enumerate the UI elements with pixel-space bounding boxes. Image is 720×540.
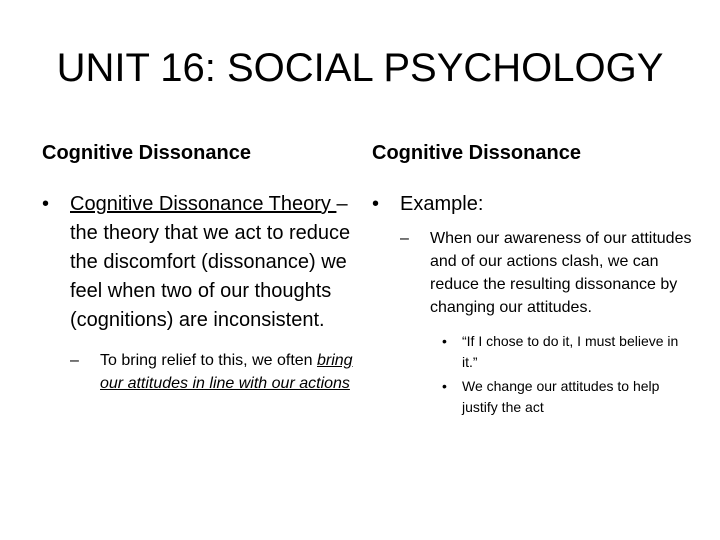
sub-bullet-emphasis: bring our attitudes in line with our actions [100, 352, 353, 392]
sub-bullet-text: When our awareness of our attitudes and of our actions clash, we can reduce the resulting dissonance by changing our attitudes. [430, 230, 692, 316]
bullet-marker: • [442, 378, 447, 394]
right-column [372, 140, 692, 418]
right-l3-bullet [372, 331, 692, 373]
right-bullet [372, 190, 692, 219]
right-column-heading: Cognitive Dissonance [372, 142, 581, 164]
left-bullet [42, 190, 362, 335]
left-sub-bullet [42, 349, 362, 395]
dash-marker: – [400, 230, 409, 247]
slide-title: UNIT 16: SOCIAL PSYCHOLOGY [56, 46, 664, 90]
dash-marker: – [70, 352, 79, 369]
term-cognitive-dissonance-theory: Cognitive Dissonance Theory [70, 193, 337, 215]
bullet-marker: • [442, 333, 447, 349]
left-column-heading: Cognitive Dissonance [42, 142, 251, 164]
bullet-marker: • [42, 193, 50, 215]
definition-text: – the theory that we act to reduce the discomfort (dissonance) we feel when two of our thoughts (cognitions) are inconsistent. [70, 193, 351, 331]
right-l3-bullet [372, 376, 692, 418]
l3-bullet-text: “If I chose to do it, I must believe in it.” [462, 333, 679, 370]
l3-bullet-text: We change our attitudes to help justify the act [462, 378, 660, 415]
left-column [42, 140, 362, 395]
example-label: Example: [400, 193, 484, 215]
sub-bullet-text: To bring relief to this, we often [100, 352, 317, 369]
bullet-marker: • [372, 193, 380, 215]
right-sub-bullet [372, 227, 692, 319]
